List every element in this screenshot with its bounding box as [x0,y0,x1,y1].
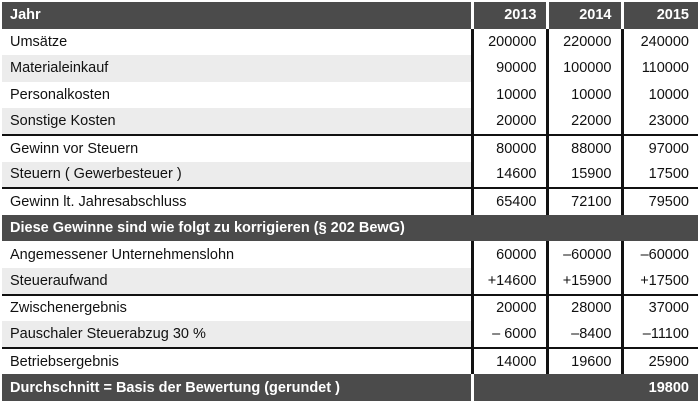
cell-2013: 20000 [472,295,547,322]
cell-2014: 10000 [547,82,622,109]
cell-2014: 100000 [547,55,622,82]
year-2015-header: 2015 [622,2,698,29]
cell-2013: 14600 [472,162,547,189]
row-label: Personalkosten [2,82,472,109]
table-row [2,348,698,375]
row-label: Materialeinkauf [2,55,472,82]
table-row [2,162,698,189]
row-label: Pauschaler Steuerabzug 30 % [2,321,472,348]
cell-2014: –60000 [547,241,622,268]
cell-2015: –11100 [622,321,698,348]
cell-2013: 10000 [472,82,547,109]
cell-2014: 15900 [547,162,622,189]
cell-2014: 220000 [547,29,622,56]
cell-2015: +17500 [622,268,698,295]
cell-2015: 110000 [622,55,698,82]
cell-2015: 10000 [622,82,698,109]
cell-2013: 14000 [472,348,547,375]
row-label: Umsätze [2,29,472,56]
cell-2014: 28000 [547,295,622,322]
section-header-row [2,215,698,242]
section-title: Diese Gewinne sind wie folgt zu korrigieren (§ 202 BewG) [2,215,698,242]
cell-2014: 19600 [547,348,622,375]
footer-row [2,374,698,401]
cell-2014: 88000 [547,135,622,162]
table-row [2,82,698,109]
table-row [2,135,698,162]
cell-2013: 80000 [472,135,547,162]
table-row [2,295,698,322]
row-label: Zwischenergebnis [2,295,472,322]
table-row [2,241,698,268]
year-2013-header: 2013 [472,2,547,29]
cell-2013: 90000 [472,55,547,82]
row-label: Angemessener Unternehmenslohn [2,241,472,268]
cell-2015: –60000 [622,241,698,268]
cell-2015: 17500 [622,162,698,189]
cell-2014: 72100 [547,188,622,215]
table-row [2,55,698,82]
cell-2013: 200000 [472,29,547,56]
row-label: Gewinn vor Steuern [2,135,472,162]
cell-2014: +15900 [547,268,622,295]
cell-2013: 60000 [472,241,547,268]
table-row [2,188,698,215]
cell-2015: 37000 [622,295,698,322]
row-label: Sonstige Kosten [2,108,472,135]
table-row [2,29,698,56]
cell-2015: 97000 [622,135,698,162]
year-2014-header: 2014 [547,2,622,29]
footer-label: Durchschnitt = Basis der Bewertung (gerundet ) [2,374,472,401]
cell-2015: 25900 [622,348,698,375]
row-label: Steuern ( Gewerbesteuer ) [2,162,472,189]
valuation-table [2,2,698,401]
row-label: Gewinn lt. Jahresabschluss [2,188,472,215]
cell-2015: 79500 [622,188,698,215]
table-row [2,321,698,348]
cell-2013: – 6000 [472,321,547,348]
cell-2013: +14600 [472,268,547,295]
table-row [2,268,698,295]
average-value: 19800 [472,374,698,401]
row-label: Steueraufwand [2,268,472,295]
row-label: Betriebsergebnis [2,348,472,375]
table-row [2,108,698,135]
cell-2013: 20000 [472,108,547,135]
header-row [2,2,698,29]
header-label: Jahr [2,2,472,29]
cell-2015: 23000 [622,108,698,135]
cell-2015: 240000 [622,29,698,56]
cell-2014: –8400 [547,321,622,348]
cell-2014: 22000 [547,108,622,135]
cell-2013: 65400 [472,188,547,215]
